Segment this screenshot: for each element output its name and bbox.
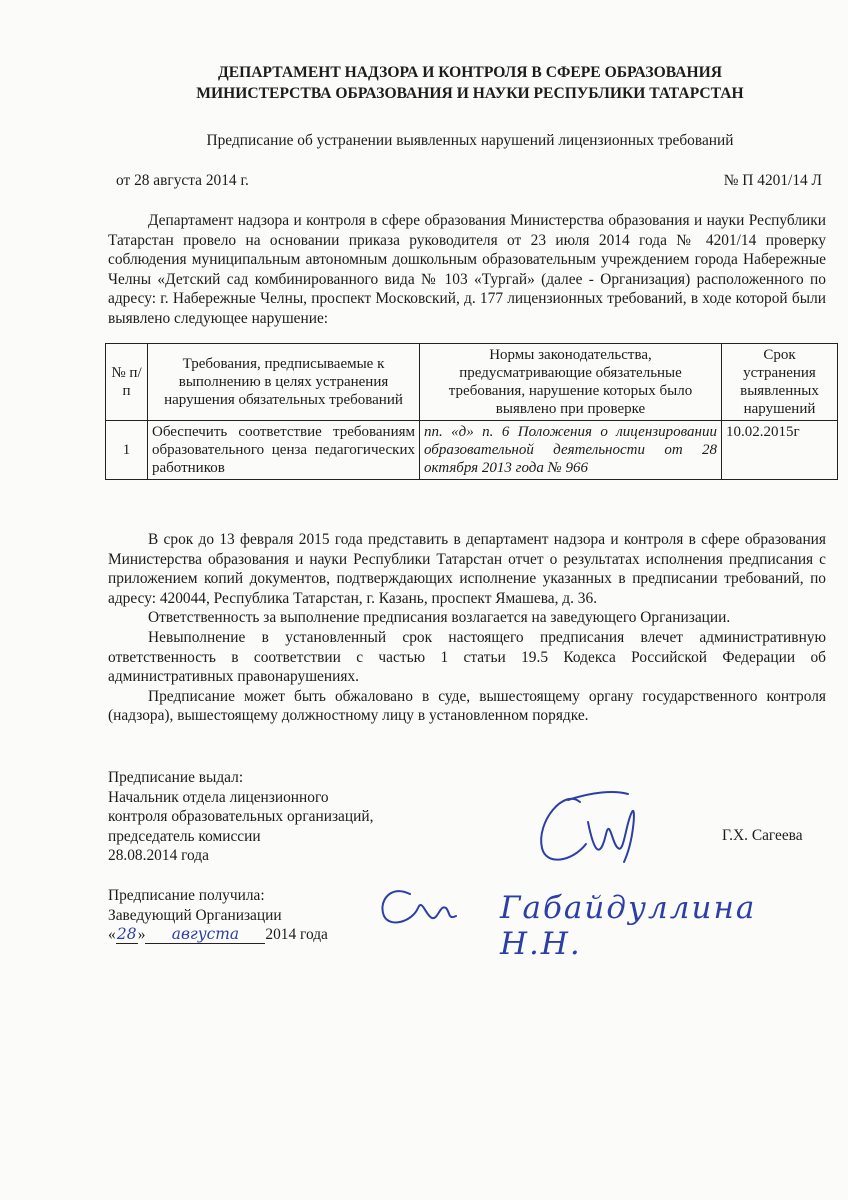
department-header [0,62,848,104]
cell-requirement: Обеспечить соответствие требованиям образовательного ценза педагогических работников [148,421,420,480]
requirements-table [105,343,838,480]
issuer-position-3: председатель комиссии [108,827,261,845]
department-line-2: МИНИСТЕРСТВА ОБРАЗОВАНИЯ И НАУКИ РЕСПУБЛИКИ ТАТАРСТАН [196,85,744,102]
responsibility-paragraph: Ответственность за выполнение предписания возлагается на заведующего Организации. [148,609,731,627]
issuer-label: Предписание выдал: [108,769,244,786]
receiver-handwritten-name: Габайдуллина Н.Н. [500,890,757,962]
department-line-1: ДЕПАРТАМЕНТ НАДЗОРА И КОНТРОЛЯ В СФЕРЕ ОБРАЗОВАНИЯ [218,64,722,81]
intro-paragraph: Департамент надзора и контроля в сфере образования Министерства образования и науки Республики Татарстан провело на основании приказа руководителя от 23 июля 2014 года № 4201/14 проверку соблюдения муниципальным автономным дошкольным образовательным учреждением города Набережные Челны «Детский сад комбинированного вида № 103 «Тургай» (далее - Организация) расположенного по адресу: г. Набережные Челны, проспект Московский, д. 177 лицензионных требований, в ходе которой были выявлено следующее нарушение: [108,212,826,327]
receiver-position: Заведующий Организации [108,906,282,924]
intro-block [108,211,826,329]
issuer-date: 28.08.2014 года [108,847,209,865]
table-header-row [106,344,838,421]
document-number: № П 4201/14 Л [723,172,822,189]
appeal-paragraph: Предписание может быть обжаловано в суде, вышестоящему органу государственного контроля (надзора), вышестоящему должностному лицу в установленном порядке. [108,687,826,725]
body-block [108,530,826,726]
document-title: Предписание об устранении выявленных нарушений лицензионных требований [206,132,734,149]
cell-number: 1 [106,421,148,480]
header-norm: Нормы законодательства, предусматривающие обязательные требования, нарушение которых было выявлено при проверке [420,344,722,421]
header-deadline: Срок устранения выявленных нарушений [722,344,838,421]
quote-open: « [108,926,116,944]
receiver-label: Предписание получила: [108,887,265,904]
issuer-position-1: Начальник отдела лицензионного [108,788,329,806]
receipt-date-line [108,925,328,945]
liability-paragraph: Невыполнение в установленный срок настоящего предписания влечет административную ответственность в соответствии с частью 1 статьи 19.5 Кодекса Российской Федерации об административных правонарушениях. [108,628,826,686]
issuer-block [108,768,373,866]
document-date: от 28 августа 2014 г. [116,172,249,189]
receipt-month: августа [145,926,265,944]
cell-norm: пп. «д» п. 6 Положения о лицензировании образовательной деятельности от 28 октября 2013 года № 966 [420,421,722,480]
quote-close: » [137,926,146,944]
header-requirement: Требования, предписываемые к выполнению в целях устранения нарушения обязательных требований [148,344,420,421]
issuer-position-2: контроля образовательных организаций, [108,808,374,826]
cell-deadline: 10.02.2015г [722,421,838,480]
receipt-day: 28 [116,925,137,944]
receiver-signature [376,880,466,932]
table-row [106,421,838,480]
issuer-signature [528,782,648,874]
header-number: № п/п [106,344,148,421]
receiver-block [108,886,328,945]
issuer-name: Г.Х. Сагеева [722,827,803,844]
report-paragraph: В срок до 13 февраля 2015 года представить в департамент надзора и контроля в сфере образования Министерства образования и науки Республики Татарстан отчет о результатах исполнения предписания с приложением копий документов, подтверждающих исполнение указанных в предписании требований, по адресу: 420044, Республика Татарстан, г. Казань, проспект Ямашева, д. 36. [108,531,826,607]
receipt-year: 2014 года [265,926,328,944]
